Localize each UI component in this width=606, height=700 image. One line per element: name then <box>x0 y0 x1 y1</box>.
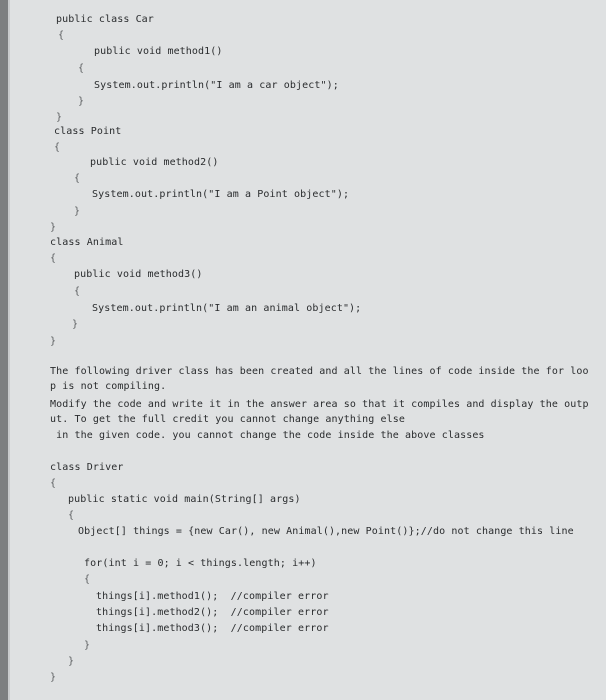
for-loop-line: for(int i = 0; i < things.length; i++) <box>84 558 317 569</box>
method1-call-line: things[i].method1(); //compiler error <box>96 591 329 602</box>
car-method-signature: public void method1() <box>94 46 223 57</box>
animal-method-signature: public void method3() <box>74 269 203 280</box>
for-open-brace: { <box>84 574 91 585</box>
car-close-brace: } <box>56 112 63 123</box>
car-print-statement: System.out.println("I am a car object"); <box>94 80 339 91</box>
point-method-close-brace: } <box>74 206 81 217</box>
instruction-line-2: p is not compiling. <box>50 381 167 392</box>
point-class-header: class Point <box>54 126 122 137</box>
animal-open-brace: { <box>50 253 57 264</box>
point-open-brace: { <box>54 142 61 153</box>
point-method-open-brace: { <box>74 173 81 184</box>
driver-class-header: class Driver <box>50 462 124 473</box>
main-close-brace: } <box>68 656 75 667</box>
car-method-open-brace: { <box>78 63 85 74</box>
instruction-line-4: ut. To get the full credit you cannot change anything else <box>50 414 405 425</box>
instruction-line-5: in the given code. you cannot change the code inside the above classes <box>50 430 485 441</box>
animal-method-close-brace: } <box>72 319 79 330</box>
method2-call-line: things[i].method2(); //compiler error <box>96 607 329 618</box>
car-class-header: public class Car <box>56 14 154 25</box>
car-open-brace: { <box>58 30 65 41</box>
animal-close-brace: } <box>50 336 57 347</box>
driver-open-brace: { <box>50 478 57 489</box>
point-close-brace: } <box>50 222 57 233</box>
for-close-brace: } <box>84 640 91 651</box>
instruction-line-3: Modify the code and write it in the answer area so that it compiles and display the outp <box>50 399 589 410</box>
animal-method-open-brace: { <box>74 286 81 297</box>
animal-class-header: class Animal <box>50 237 124 248</box>
method3-call-line: things[i].method3(); //compiler error <box>96 623 329 634</box>
things-array-line: Object[] things = {new Car(), new Animal(),new Point()};//do not change this line <box>78 526 574 537</box>
car-method-close-brace: } <box>78 96 85 107</box>
code-page <box>8 0 606 700</box>
instruction-line-1: The following driver class has been created and all the lines of code inside the for loo <box>50 366 589 377</box>
driver-close-brace: } <box>50 672 57 683</box>
main-method-signature: public static void main(String[] args) <box>68 494 301 505</box>
point-method-signature: public void method2() <box>90 157 219 168</box>
main-open-brace: { <box>68 510 75 521</box>
animal-print-statement: System.out.println("I am an animal object"); <box>92 303 362 314</box>
point-print-statement: System.out.println("I am a Point object"); <box>92 189 350 200</box>
